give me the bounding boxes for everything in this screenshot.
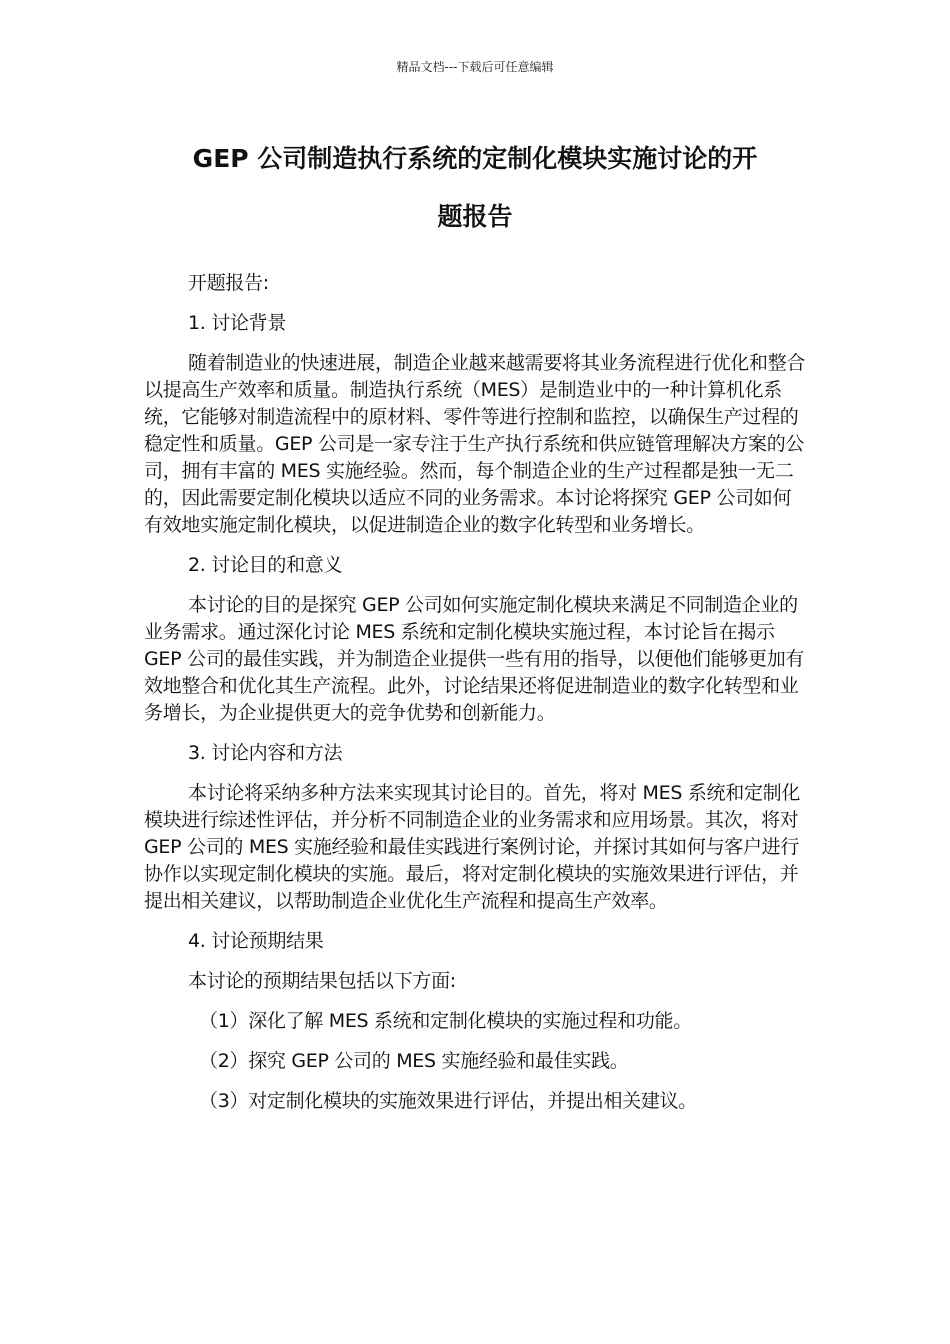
section-1-paragraph: 随着制造业的快速进展，制造企业越来越需要将其业务流程进行优化和整合以提高生产效率和质量。制造执行系统（MES）是制造业中的一种计算机化系统，它能够对制造流程中的原材料、零件等进行控制和监控，以确保生产过程的稳定性和质量。GEP 公司是一家专注于生产执行系统和供应链管理解决方案的公司，拥有丰富的 MES 实施经验。然而，每个制造企业的生产过程都是独一无二的，因此需要定制化模块以适应不同的业务需求。本讨论将探究 GEP 公司如何有效地实施定制化模块，以促进制造企业的数字化转型和业务增长。: [144, 352, 806, 536]
section-4-heading: 4. 讨论预期结果: [188, 930, 324, 952]
section-3-heading: 3. 讨论内容和方法: [188, 742, 343, 764]
section-2-heading: 2. 讨论目的和意义: [188, 554, 343, 576]
section-2-paragraph: 本讨论的目的是探究 GEP 公司如何实施定制化模块来满足不同制造企业的业务需求。通过深化讨论 MES 系统和定制化模块实施过程，本讨论旨在揭示 GEP 公司的最佳实践，并为制造企业提供一些有用的指导，以便他们能够更加有效地整合和优化其生产流程。此外，讨论结果还将促进制造业的数字化转型和业务增长，为企业提供更大的竞争优势和创新能力。: [144, 594, 805, 724]
title-line-1: GEP 公司制造执行系统的定制化模块实施讨论的开: [192, 144, 758, 173]
section-3-paragraph: 本讨论将采纳多种方法来实现其讨论目的。首先，将对 MES 系统和定制化模块进行综述性评估，并分析不同制造企业的业务需求和应用场景。其次，将对 GEP 公司的 MES 实施经验和最佳实践进行案例讨论，并探讨其如何与客户进行协作以实现定制化模块的实施。最后，将对定制化模块的实施效果进行评估，并提出相关建议，以帮助制造企业优化生产流程和提高生产效率。: [144, 782, 801, 912]
section-4-intro: 本讨论的预期结果包括以下方面:: [188, 970, 456, 992]
section-1-heading: 1. 讨论背景: [188, 312, 287, 334]
title-line-2: 题报告: [437, 202, 513, 231]
result-item-2: （2）探究 GEP 公司的 MES 实施经验和最佳实践。: [199, 1050, 629, 1072]
result-item-1: （1）深化了解 MES 系统和定制化模块的实施过程和功能。: [199, 1010, 692, 1032]
intro-label: 开题报告:: [188, 272, 269, 294]
document-body: [144, 270, 808, 1128]
result-item-3: （3）对定制化模块的实施效果进行评估，并提出相关建议。: [199, 1090, 697, 1112]
document-title: [140, 130, 810, 246]
page-header: 精品文档---下载后可任意编辑: [396, 60, 554, 74]
